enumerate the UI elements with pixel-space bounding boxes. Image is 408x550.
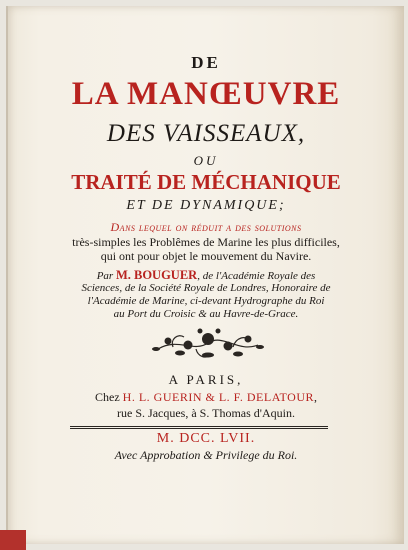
imprint-rule	[70, 426, 328, 429]
subtitle-line-2: très-simples les Problêmes de Marine les plus difficiles,	[72, 235, 340, 249]
title-de: DE	[191, 53, 221, 72]
imprint-date: M. DCC. LVII.	[156, 431, 256, 446]
author-line-2: Sciences, de la Société Royale de Londres, Honoraire de	[81, 282, 331, 294]
red-binding-corner	[0, 530, 26, 550]
author-name: M. BOUGUER	[115, 268, 198, 282]
approbation: Avec Approbation & Privilege du Roi.	[114, 448, 298, 462]
subtitle-line-1: Dans lequel on réduit a des solutions	[110, 220, 302, 234]
imprint-publisher-line-2: rue S. Jacques, à S. Thomas d'Aquin.	[117, 406, 295, 420]
floral-vignette-ornament	[138, 319, 278, 363]
title-page	[6, 6, 404, 544]
author-line-1	[8, 268, 404, 283]
title-vaisseaux: DES VAISSEAUX,	[106, 120, 306, 147]
title-manoeuvre: LA MANŒUVRE	[71, 76, 341, 112]
author-affiliation-1: , de l'Académie Royale des	[197, 270, 316, 282]
title-traite: TRAITÉ DE MÉCHANIQUE	[71, 170, 341, 194]
author-par: Par	[96, 270, 114, 282]
title-ou: OU	[193, 153, 219, 168]
imprint-place: A PARIS,	[168, 372, 244, 387]
title-dynamique: ET DE DYNAMIQUE;	[126, 198, 286, 213]
subtitle-line-3: qui ont pour objet le mouvement du Navire.	[100, 249, 312, 263]
author-line-4: au Port du Croisic & au Havre-de-Grace.	[113, 308, 299, 320]
publisher-chez: Chez	[95, 390, 120, 404]
publisher-comma: ,	[313, 390, 317, 404]
author-line-3: l'Académie de Marine, ci-devant Hydrographe du Roi	[87, 295, 325, 307]
publisher-names: H. L. GUERIN & L. F. DELATOUR	[122, 390, 314, 404]
imprint-publisher-line-1	[8, 390, 404, 405]
